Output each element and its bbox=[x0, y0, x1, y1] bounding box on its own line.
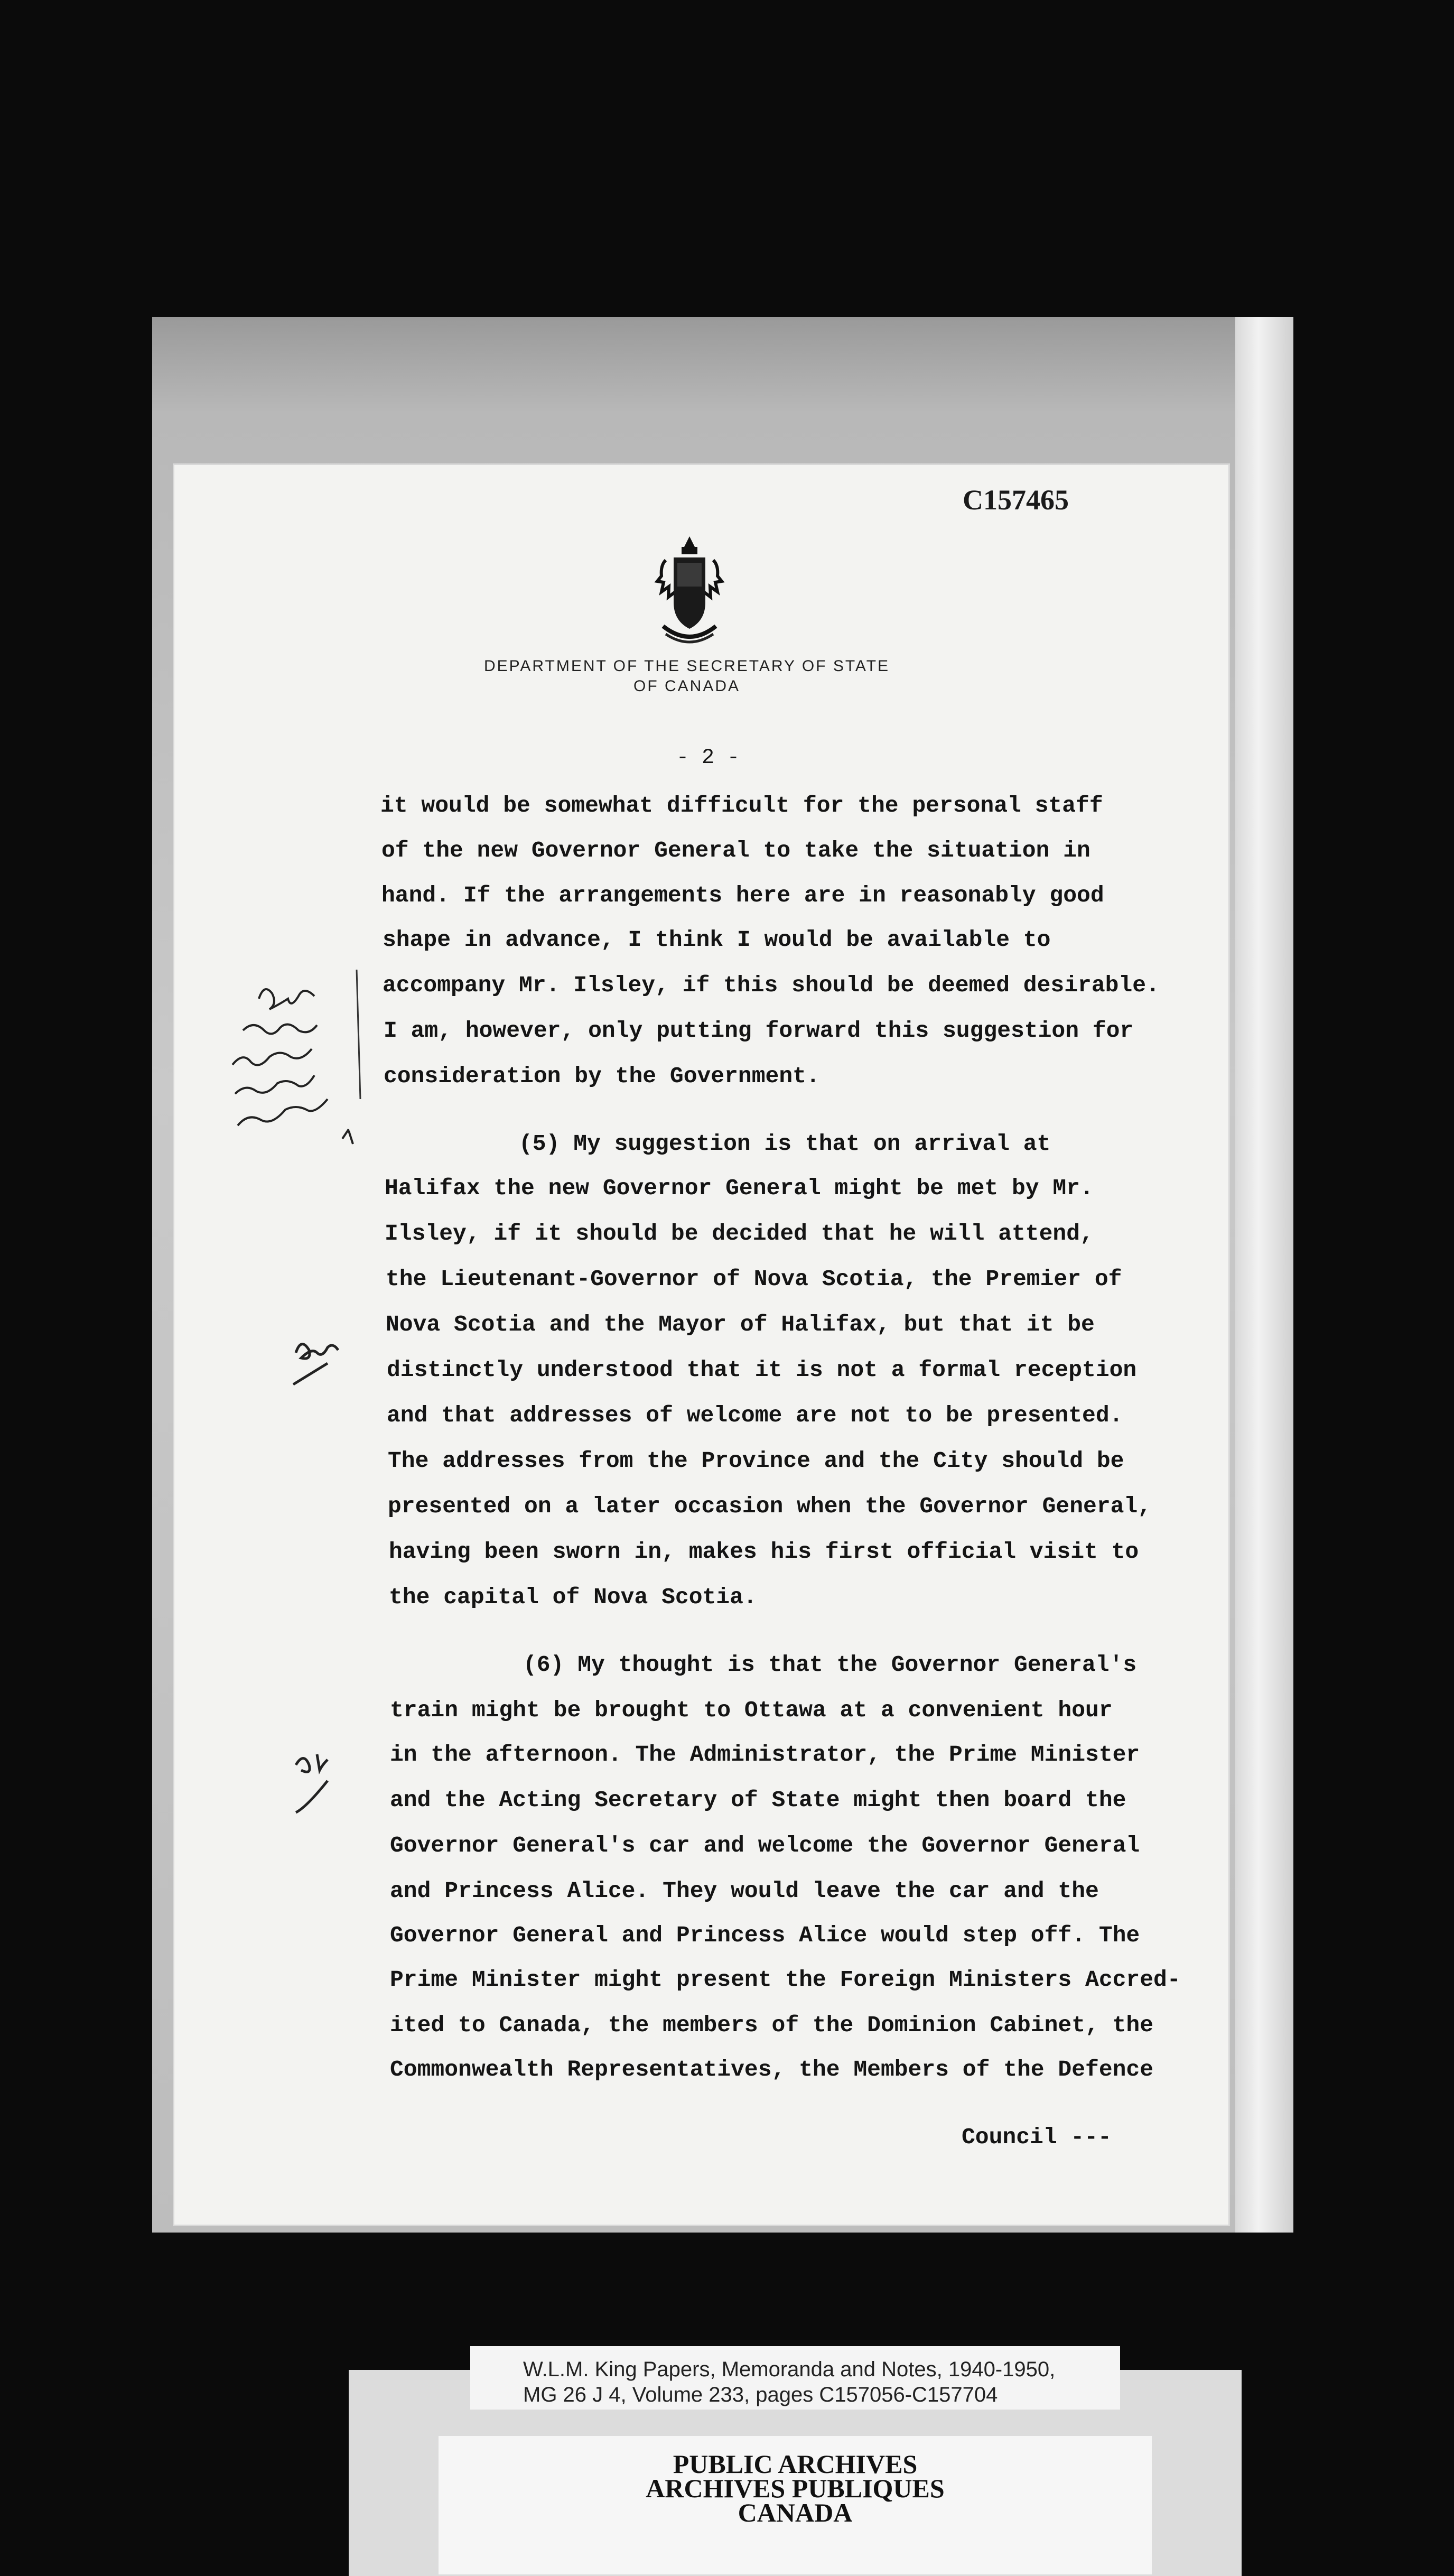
department-line-1: DEPARTMENT OF THE SECRETARY OF STATE bbox=[483, 657, 890, 675]
text-line: The addresses from the Province and the City should be bbox=[388, 1448, 1124, 1474]
text-line: ited to Canada, the members of the Dominion Cabinet, the bbox=[390, 2012, 1154, 2038]
text-line: I am, however, only putting forward this suggestion for bbox=[384, 1018, 1134, 1044]
department-heading bbox=[423, 656, 951, 696]
document-number: C157465 bbox=[963, 484, 1069, 516]
text-line: having been sworn in, makes his first official visit to bbox=[389, 1539, 1139, 1565]
text-line: presented on a later occasion when the Governor General, bbox=[388, 1493, 1152, 1519]
text-line: of the new Governor General to take the situation in bbox=[381, 838, 1090, 863]
stamp-line-1: PUBLIC ARCHIVES bbox=[673, 2449, 918, 2479]
stamp-line-2: ARCHIVES PUBLIQUES bbox=[646, 2473, 945, 2503]
text-line: Prime Minister might present the Foreign Ministers Accred- bbox=[390, 1967, 1181, 1993]
handwritten-annotation-1 bbox=[222, 967, 380, 1157]
collection-line-1: W.L.M. King Papers, Memoranda and Notes, 1940-1950, bbox=[523, 2358, 1056, 2381]
text-line: (5) My suggestion is that on arrival at bbox=[519, 1131, 1051, 1157]
catchword: Council --- bbox=[962, 2124, 1112, 2150]
text-line: the Lieutenant-Governor of Nova Scotia, the Premier of bbox=[386, 1266, 1122, 1292]
text-line: hand. If the arrangements here are in reasonably good bbox=[381, 882, 1104, 908]
text-line: distinctly understood that it is not a formal reception bbox=[387, 1357, 1137, 1383]
text-line: and that addresses of welcome are not to be presented. bbox=[387, 1402, 1123, 1428]
text-line: train might be brought to Ottawa at a convenient hour bbox=[390, 1697, 1113, 1723]
text-line: in the afternoon. The Administrator, the Prime Minister bbox=[390, 1742, 1140, 1768]
collection-label bbox=[470, 2346, 1120, 2410]
text-line: Halifax the new Governor General might be met by Mr. bbox=[385, 1175, 1094, 1201]
text-line: shape in advance, I think I would be available to bbox=[383, 927, 1051, 953]
text-line: Governor General's car and welcome the Governor General bbox=[390, 1833, 1140, 1858]
text-line: Commonwealth Representatives, the Members of the Defence bbox=[390, 2057, 1154, 2082]
text-line: Nova Scotia and the Mayor of Halifax, but that it be bbox=[386, 1312, 1095, 1337]
text-line: (6) My thought is that the Governor General's bbox=[523, 1652, 1137, 1678]
canada-coat-of-arms-icon bbox=[650, 534, 729, 650]
text-line: and the Acting Secretary of State might then board the bbox=[390, 1787, 1126, 1813]
page-number: - 2 - bbox=[676, 746, 740, 770]
archive-stamp-text bbox=[439, 2449, 1152, 2527]
text-line: Governor General and Princess Alice would step off. The bbox=[390, 1922, 1140, 1948]
text-line: consideration by the Government. bbox=[384, 1063, 820, 1089]
text-line: Ilsley, if it should be decided that he will attend, bbox=[385, 1221, 1094, 1247]
text-line: the capital of Nova Scotia. bbox=[389, 1584, 757, 1610]
text-line: accompany Mr. Ilsley, if this should be deemed desirable. bbox=[383, 972, 1160, 998]
stamp-line-3: CANADA bbox=[738, 2498, 853, 2527]
department-line-2: OF CANADA bbox=[633, 677, 741, 695]
handwritten-annotation-ok-2 bbox=[285, 1744, 343, 1823]
text-line: it would be somewhat difficult for the personal staff bbox=[380, 793, 1103, 819]
scan-frame-edge bbox=[1235, 317, 1293, 2233]
handwritten-annotation-ok-1 bbox=[285, 1326, 349, 1395]
text-line: and Princess Alice. They would leave the car and the bbox=[390, 1878, 1099, 1904]
collection-line-2: MG 26 J 4, Volume 233, pages C157056-C157704 bbox=[523, 2383, 998, 2406]
